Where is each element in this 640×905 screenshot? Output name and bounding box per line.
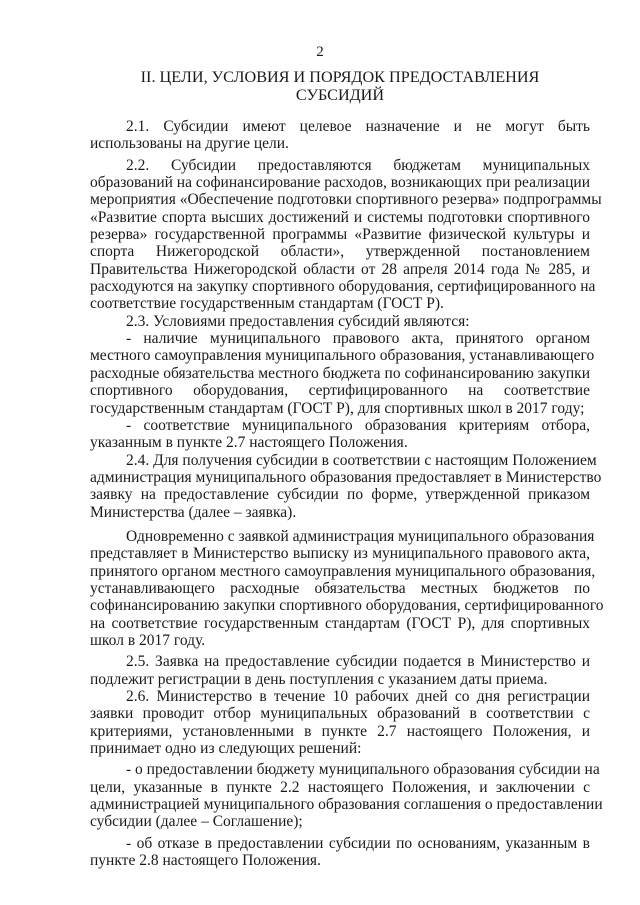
text-line: местного самоуправления муниципального образования, устанавливающего	[90, 347, 595, 365]
text-line: 2.4. Для получения субсидии в соответствии с настоящим Положением	[126, 451, 597, 469]
paragraph-2-5	[90, 653, 590, 688]
text-line: использованы на другие цели.	[90, 135, 289, 153]
text-line: Правительства Нижегородской области от 28 апреля 2014 года № 285, и	[90, 260, 590, 278]
text-line: мероприятия «Обеспечение подготовки спортивного резерва» подпрограммы	[90, 191, 602, 209]
text-line: 2.1. Субсидии имеют целевое назначение и не могут быть	[126, 118, 590, 135]
paragraph-2-6	[90, 688, 590, 757]
text-line: заявки проводит отбор муниципальных образований в соответствии с	[90, 705, 590, 723]
paragraph-2-4-continued	[90, 527, 604, 649]
text-line: соответствие государственным стандартам (ГОСТ Р).	[90, 295, 444, 313]
section-heading	[90, 68, 590, 104]
text-line: образований на софинансирование расходов, возникающих при реализации	[90, 174, 591, 192]
paragraph-2-3-item-2	[90, 417, 590, 452]
text-line: расходуются на закупку спортивного оборудования, сертифицированного на	[90, 278, 596, 296]
paragraph-2-3	[90, 313, 590, 330]
text-line: расходные обязательства местного бюджета по софинансированию закупки	[90, 364, 590, 382]
text-line: 2.3. Условиями предоставления субсидий являются:	[126, 312, 470, 330]
paragraph-2-2	[90, 156, 602, 313]
text-line: - об отказе в предоставлении субсидии по основаниям, указанным в	[126, 834, 590, 852]
text-line: 2.5. Заявка на предоставление субсидии подается в Министерство и	[126, 653, 590, 671]
document-body	[90, 118, 604, 870]
page-number: 2	[316, 44, 324, 60]
text-line: подлежит регистрации в день поступления с указанием даты приема.	[90, 670, 548, 688]
text-line: субсидии (далее – Соглашение);	[90, 813, 303, 831]
text-line: спорта Нижегородской области», утвержденной постановлением	[90, 243, 590, 261]
text-line: школ в 2017 году.	[90, 631, 206, 649]
text-line: резерва» государственной программы «Развитие физической культуры и	[90, 226, 590, 244]
text-line: заявку на предоставление субсидии по форме, утвержденной приказом	[90, 486, 590, 504]
text-line: критериями, установленными в пункте 2.7 настоящего Положения, и	[90, 722, 590, 740]
text-line: государственным стандартам (ГОСТ Р), для спортивных школ в 2017 году;	[90, 399, 585, 417]
heading-line: II. ЦЕЛИ, УСЛОВИЯ И ПОРЯДОК ПРЕДОСТАВЛЕНИЯ	[140, 68, 540, 86]
text-line: принимает одно из следующих решений:	[90, 740, 362, 758]
text-line: Министерства (далее – заявка).	[90, 503, 297, 521]
paragraph-2-1	[90, 118, 590, 153]
text-line: - о предоставлении бюджету муниципального образования субсидии на	[126, 761, 600, 779]
text-line: Одновременно с заявкой администрация муниципального образования	[126, 527, 595, 545]
text-line: администрация муниципального образования предоставляет в Министерство	[90, 468, 602, 486]
paragraph-2-6-item-1	[90, 761, 603, 831]
text-line: софинансированию закупки спортивного оборудования, сертифицированного	[90, 597, 604, 615]
text-line: указанным в пункте 2.7 настоящего Положения.	[90, 434, 408, 452]
text-line: 2.2. Субсидии предоставляются бюджетам муниципальных	[126, 156, 590, 174]
text-line: устанавливающего расходные обязательства местных бюджетов по	[90, 579, 590, 597]
text-line: на соответствие государственным стандартам (ГОСТ Р), для спортивных	[90, 614, 590, 632]
text-line: принятого органом местного самоуправления муниципального образования,	[90, 562, 596, 580]
text-line: представляет в Министерство выписку из муниципального правового акта,	[90, 545, 590, 563]
text-line: цели, указанные в пункте 2.2 настоящего Положения, и заключении с	[90, 778, 590, 796]
text-line: «Развитие спорта высших достижений и системы подготовки спортивного	[90, 208, 590, 226]
paragraph-2-3-item-1	[90, 330, 595, 417]
heading-line: СУБСИДИЙ	[295, 86, 385, 104]
text-line: - наличие муниципального правового акта, принятого органом	[126, 330, 590, 348]
text-line: администрацией муниципального образования соглашения о предоставлении	[90, 796, 603, 814]
paragraph-2-4	[90, 451, 602, 521]
text-line: пункте 2.8 настоящего Положения.	[90, 852, 321, 870]
paragraph-2-6-item-2	[90, 835, 590, 870]
text-line: - соответствие муниципального образования критериям отбора,	[126, 416, 590, 434]
text-line: спортивного оборудования, сертифицированного на соответствие	[90, 382, 590, 400]
text-line: 2.6. Министерство в течение 10 рабочих дней со дня регистрации	[126, 688, 590, 705]
